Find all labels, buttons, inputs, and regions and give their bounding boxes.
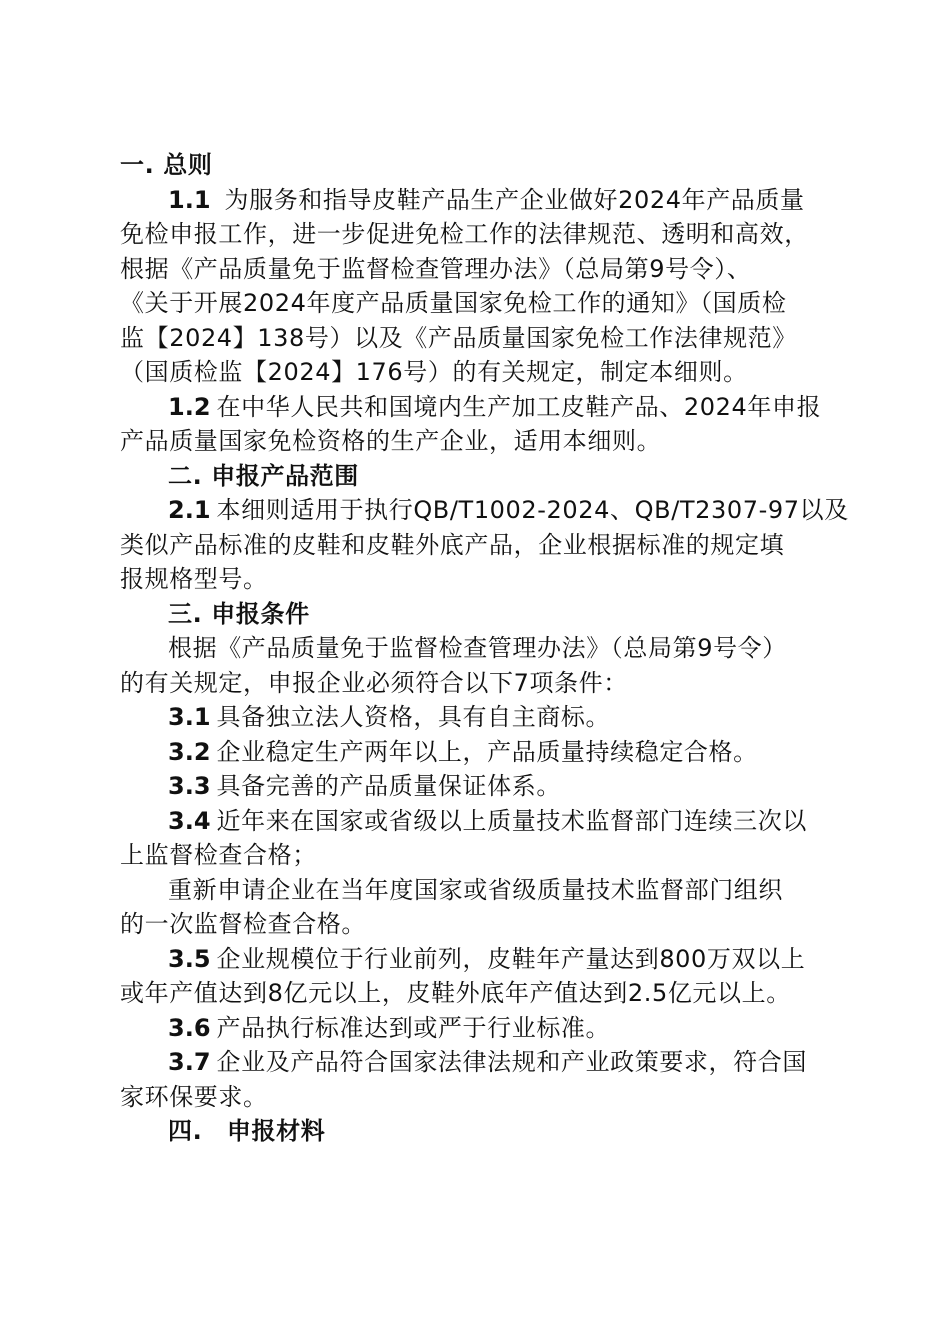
clause-number: 1.2 [168,392,211,421]
clause-number: 2.1 [168,496,211,524]
section-heading-materials: 四. 申报材料 [168,1117,326,1145]
condition-3-3: 3.3 具备完善的产品质量保证体系。 [168,772,561,800]
paragraph-1-2-line-2: 产品质量国家免检资格的生产企业，适用本细则。 [120,427,662,455]
paragraph-2-1-line-2: 类似产品标准的皮鞋和皮鞋外底产品，企业根据标准的规定填 [120,530,785,559]
clause-number: 3.7 [168,1048,211,1076]
clause-number: 3.4 [168,806,211,835]
paragraph-1-1-line-6: （国质检监【2024】176号）的有关规定，制定本细则。 [120,358,748,386]
conditions-intro-line-2: 的有关规定，申报企业必须符合以下7项条件： [120,668,628,697]
section-heading-scope: 二. 申报产品范围 [168,461,359,490]
condition-reapply-line-2: 的一次监督检查合格。 [120,910,366,938]
condition-3-5-line-2: 或年产值达到8亿元以上，皮鞋外底年产值达到2.5亿元以上。 [120,979,791,1007]
paragraph-2-1-line-3: 报规格型号。 [120,565,268,593]
clause-number: 3.6 [168,1013,211,1042]
clause-number: 1.1 [168,185,211,214]
clause-number: 3.2 [168,737,211,766]
paragraph-1-2-line-1: 1.2 在中华人民共和国境内生产加工皮鞋产品、2024年申报 [168,392,822,421]
paragraph-1-1-line-3: 根据《产品质量免于监督检查管理办法》（总局第9号令）、 [120,254,752,283]
condition-3-6: 3.6 产品执行标准达到或严于行业标准。 [168,1013,611,1042]
conditions-intro-line-1: 根据《产品质量免于监督检查管理办法》（总局第9号令） [168,634,787,662]
condition-3-5-line-1: 3.5 企业规模位于行业前列，皮鞋年产量达到800万双以上 [168,944,806,973]
section-heading-general: 一. 总则 [120,151,213,179]
clause-number: 3.5 [168,944,211,973]
paragraph-2-1-line-1: 2.1 本细则适用于执行QB/T1002-2024、QB/T2307-97以及 [168,496,849,524]
condition-3-4-line-1: 3.4 近年来在国家或省级以上质量技术监督部门连续三次以 [168,806,807,835]
clause-number: 3.3 [168,772,211,800]
paragraph-1-1-line-1: 1.1 为服务和指导皮鞋产品生产企业做好2024年产品质量 [168,185,805,214]
condition-3-1: 3.1 具备独立法人资格，具有自主商标。 [168,703,611,731]
document-page [120,148,849,1149]
condition-3-7-line-1: 3.7 企业及产品符合国家法律法规和产业政策要求，符合国 [168,1048,807,1076]
condition-3-4-line-2: 上监督检查合格； [120,841,317,869]
paragraph-1-1-line-5: 监【2024】138号）以及《产品质量国家免检工作法律规范》 [120,323,797,352]
section-heading-conditions: 三. 申报条件 [168,599,310,628]
clause-number: 3.1 [168,703,211,731]
condition-3-7-line-2: 家环保要求。 [120,1082,268,1111]
paragraph-1-1-line-4: 《关于开展2024年度产品质量国家免检工作的通知》（国质检 [120,289,787,317]
condition-reapply-line-1: 重新申请企业在当年度国家或省级质量技术监督部门组织 [168,875,783,904]
condition-3-2: 3.2 企业稳定生产两年以上，产品质量持续稳定合格。 [168,737,758,766]
paragraph-1-1-line-2: 免检申报工作，进一步促进免检工作的法律规范、透明和高效， [120,220,809,248]
